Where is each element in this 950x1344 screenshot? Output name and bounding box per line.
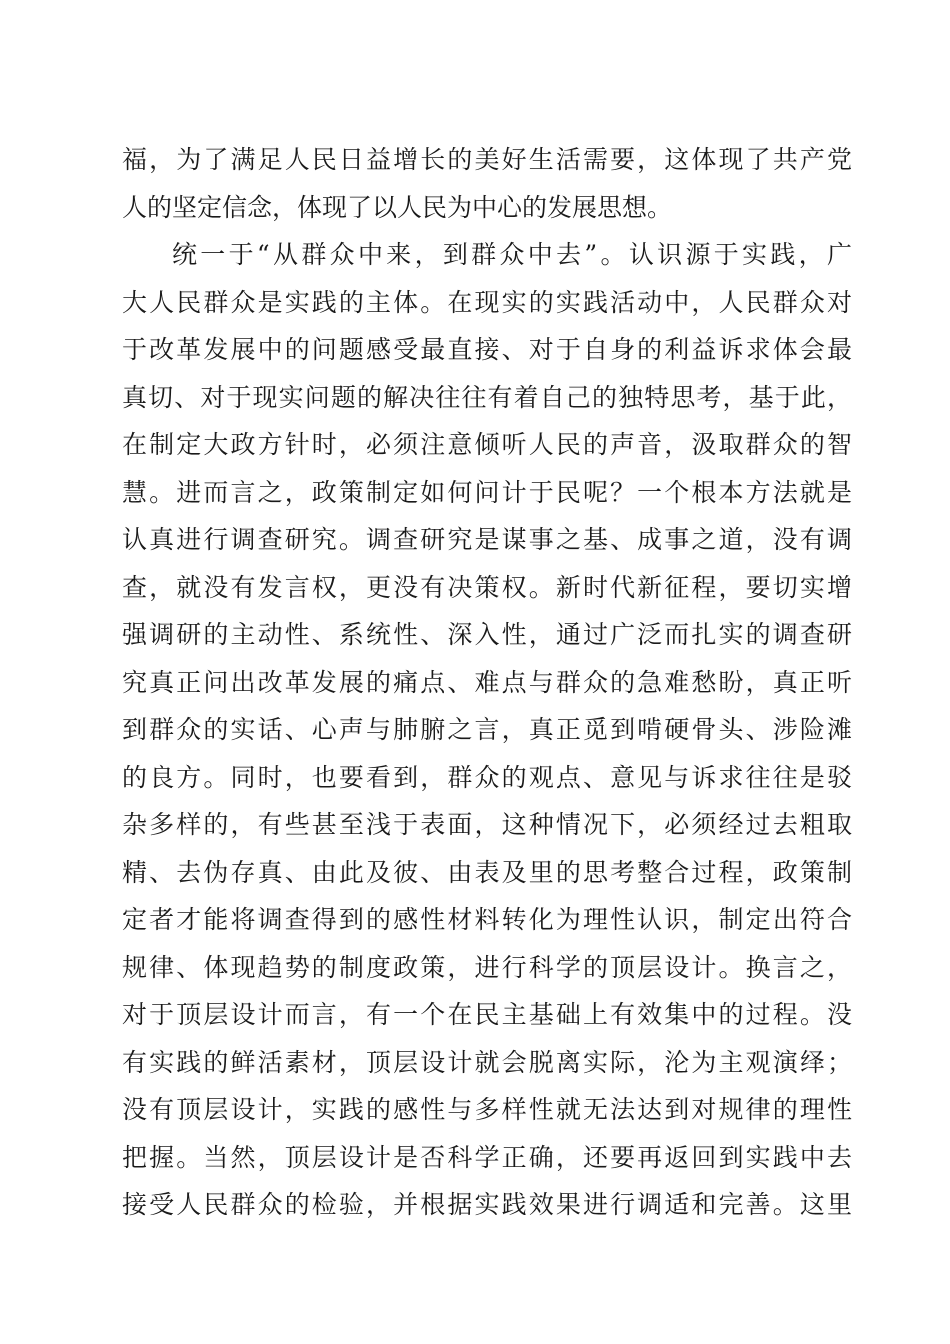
text-line: 真切、对于现实问题的解决往往有着自己的独特思考，基于此， — [122, 383, 852, 412]
text-line: 在制定大政方针时，必须注意倾听人民的声音，汲取群众的智 — [122, 430, 852, 459]
text-line: 精、去伪存真、由此及彼、由表及里的思考整合过程，政策制 — [122, 858, 852, 887]
text-line: 没有顶层设计，实践的感性与多样性就无法达到对规律的理性 — [122, 1095, 852, 1124]
text-line: 大人民群众是实践的主体。在现实的实践活动中，人民群众对 — [122, 288, 852, 317]
text-line: 的良方。同时，也要看到，群众的观点、意见与诉求往往是驳 — [122, 763, 852, 792]
text-line: 对于顶层设计而言，有一个在民主基础上有效集中的过程。没 — [122, 1000, 852, 1029]
text-line: 人的坚定信念，体现了以人民为中心的发展思想。 — [122, 193, 673, 222]
text-line: 有实践的鲜活素材，顶层设计就会脱离实际，沦为主观演绎； — [122, 1048, 852, 1077]
paragraph-start-line: 统一于“从群众中来，到群众中去”。认识源于实践，广 — [172, 240, 852, 269]
text-line: 规律、体现趋势的制度政策，进行科学的顶层设计。换言之， — [122, 953, 852, 982]
text-line: 慧。进而言之，政策制定如何问计于民呢？一个根本方法就是 — [122, 478, 852, 507]
text-line: 把握。当然，顶层设计是否科学正确，还要再返回到实践中去 — [122, 1143, 852, 1172]
text-line: 接受人民群众的检验，并根据实践效果进行调适和完善。这里 — [122, 1190, 852, 1219]
text-line: 认真进行调查研究。调查研究是谋事之基、成事之道，没有调 — [122, 525, 852, 554]
text-line: 查，就没有发言权，更没有决策权。新时代新征程，要切实增 — [122, 573, 852, 602]
text-line: 杂多样的，有些甚至浅于表面，这种情况下，必须经过去粗取 — [122, 810, 852, 839]
text-line: 到群众的实话、心声与肺腑之言，真正觅到啃硬骨头、涉险滩 — [122, 715, 852, 744]
text-line: 福，为了满足人民日益增长的美好生活需要，这体现了共产党 — [122, 145, 852, 174]
text-line: 定者才能将调查得到的感性材料转化为理性认识，制定出符合 — [122, 905, 852, 934]
text-line: 究真正问出改革发展的痛点、难点与群众的急难愁盼，真正听 — [122, 668, 852, 697]
text-line: 强调研的主动性、系统性、深入性，通过广泛而扎实的调查研 — [122, 620, 852, 649]
text-line: 于改革发展中的问题感受最直接、对于自身的利益诉求体会最 — [122, 335, 852, 364]
